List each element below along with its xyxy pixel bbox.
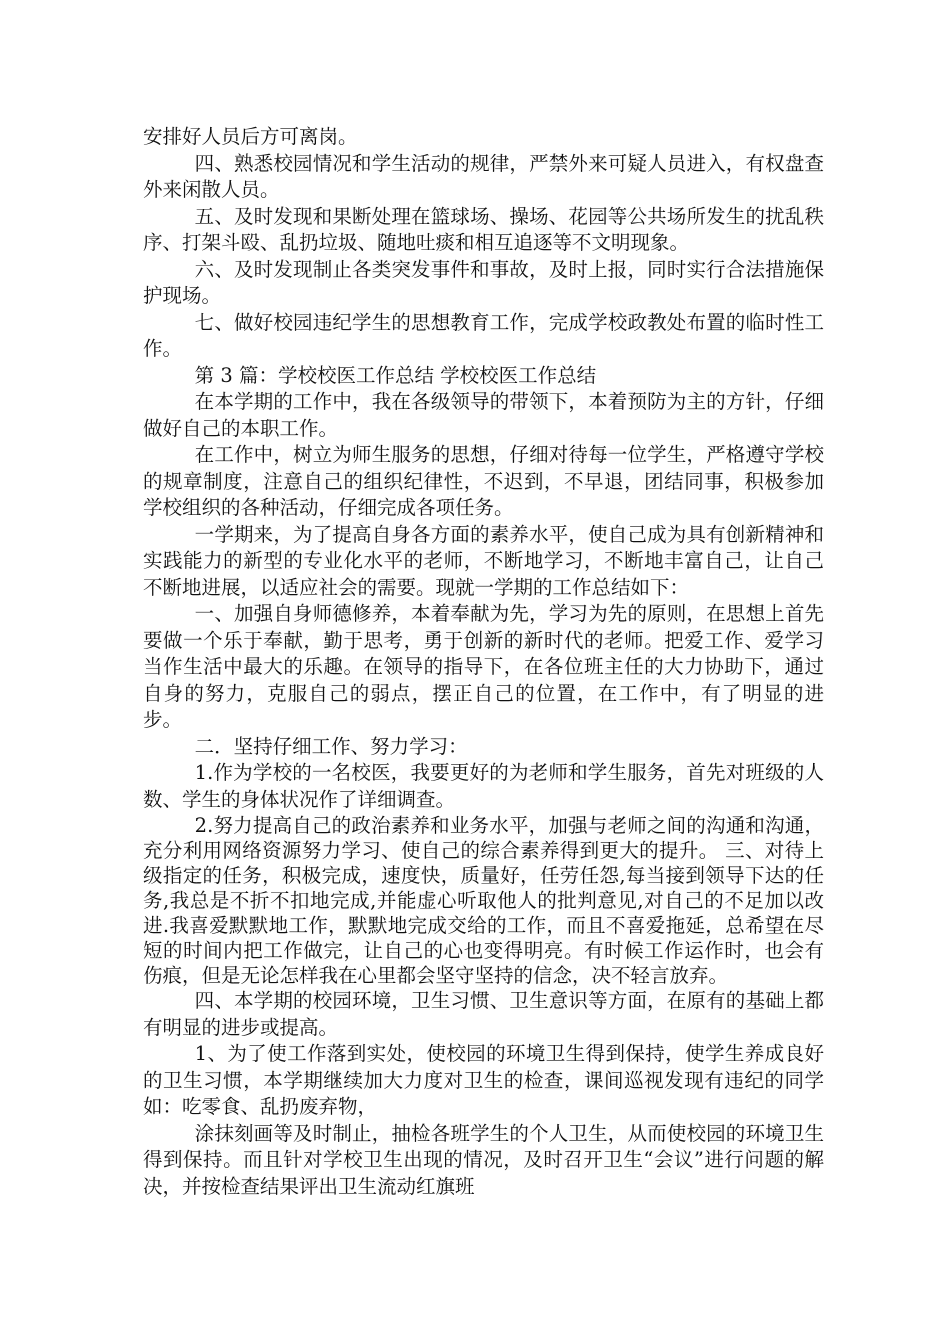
paragraph-item-environment: 四、本学期的校园环境，卫生习惯、卫生意识等方面，在原有的基础上都有明显的进步或提高。 [143,989,824,1039]
paragraph-point-1: 1.作为学校的一名校医，我要更好的为老师和学生服务，首先对班级的人数、学生的身体状况作了详细调查。 [143,761,824,811]
section-heading: 第 3 篇：学校校医工作总结 学校校医工作总结 [194,363,597,387]
paragraph-arrange-staff: 安排好人员后方可离岗。 [143,125,358,148]
paragraph-hygiene-1: 1、为了使工作落到实处，使校园的环境卫生得到保持，使学生养成良好的卫生习惯，本学期继续加大力度对卫生的检查，课间巡视发现有违纪的同学如：吃零食、乱扔废弃物， [143,1042,824,1118]
paragraph-subheading-2: 二．坚持仔细工作、努力学习： [194,734,468,758]
paragraph-hygiene-cont: 涂抹刻画等及时制止，抽检各班学生的个人卫生，从而使校园的环境卫生得到保持。而且针对学校卫生出现的情况，及时召开卫生“会议”进行问题的解决，并按检查结果评出卫生流动红旗班 [143,1121,824,1198]
paragraph-item-4: 四、熟悉校园情况和学生活动的规律，严禁外来可疑人员进入，有权盘查外来闲散人员。 [143,151,824,201]
document-page [143,124,824,1200]
paragraph-item-6: 六、及时发现制止各类突发事件和事故，及时上报，同时实行合法措施保护现场。 [143,257,824,307]
paragraph-item-5: 五、及时发现和果断处理在篮球场、操场、花园等公共场所发生的扰乱秩序、打架斗殴、乱扔垃圾、随地吐痰和相互追逐等不文明现象。 [143,204,824,254]
paragraph-semester: 一学期来，为了提高自身各方面的素养水平，使自己成为具有创新精神和实践能力的新型的专业化水平的老师，不断地学习，不断地丰富自己，让自己不断地进展，以适应社会的需要。现就一学期的工作总结如下： [143,522,824,599]
paragraph-item-7: 七、做好校园违纪学生的思想教育工作，完成学校政教处布置的临时性工作。 [143,310,824,360]
paragraph-point-2: 2.努力提高自己的政治素养和业务水平，加强与老师之间的沟通和沟通，充分利用网络资源努力学习、使自己的综合素养得到更大的提升。 三、对待上级指定的任务，积极完成，速度快，质量好，任劳任怨,每当接到领导下达的任务,我总是不折不扣地完成,并能虚心听取他人的批判意见,对自己的不足加以改进.我喜爱默默地工作，默默地完成交给的工作，而且不喜爱拖延，总希望在尽短的时间内把工作做完，让自己的心也变得明亮。有时候工作运作时，也会有伤痕，但是无论怎样我在心里都会坚守坚持的信念，决不轻言放弃。 [143,814,824,987]
paragraph-intro: 在本学期的工作中，我在各级领导的带领下，本着预防为主的方针，仔细做好自己的本职工作。 [143,390,824,440]
paragraph-ethics: 一、加强自身师德修养，本着奉献为先，学习为先的原则，在思想上首先要做一个乐于奉献，勤于思考，勇于创新的新时代的老师。把爱工作、爱学习当作生活中最大的乐趣。在领导的指导下，在各位班主任的大力协助下，通过自身的努力，克服自己的弱点，摆正自己的位置，在工作中，有了明显的进步。 [143,602,824,731]
paragraph-service: 在工作中，树立为师生服务的思想，仔细对待每一位学生，严格遵守学校的规章制度，注意自己的组织纪律性，不迟到，不早退，团结同事，积极参加学校组织的各种活动，仔细完成各项任务。 [143,443,824,519]
